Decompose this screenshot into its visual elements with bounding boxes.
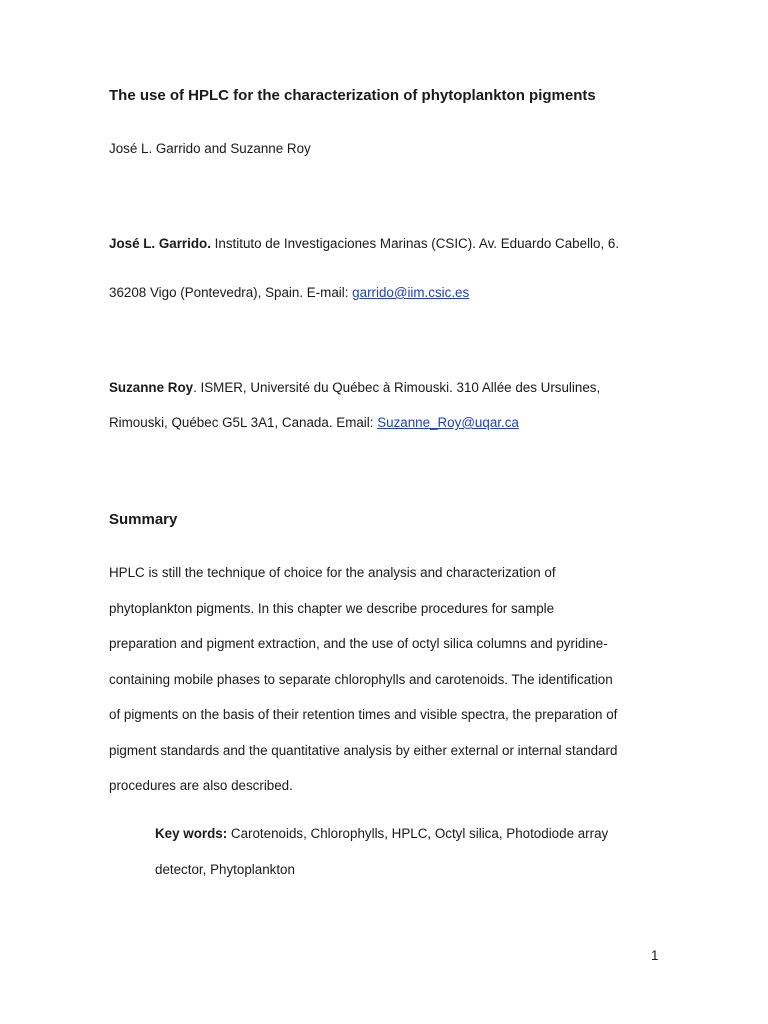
abstract-line: phytoplankton pigments. In this chapter we describe procedures for sample	[109, 601, 555, 616]
affiliation-1-email-link[interactable]: garrido@iim.csic.es	[352, 285, 470, 300]
page-number: 1	[651, 948, 659, 963]
paper-title: The use of HPLC for the characterization of phytoplankton pigments	[109, 87, 596, 104]
affiliation-1-institution: Instituto de Investigaciones Marinas (CSIC). Av. Eduardo Cabello, 6.	[210, 236, 620, 251]
abstract-line: HPLC is still the technique of choice for the analysis and characterization of	[109, 565, 556, 580]
affiliation-1-line-2	[109, 284, 469, 302]
keywords-label: Key words:	[155, 826, 228, 841]
abstract-line: pigment standards and the quantitative analysis by either external or internal standard	[109, 743, 618, 758]
affiliation-1-line-1	[109, 235, 619, 253]
affiliation-2-author-name: Suzanne Roy	[109, 380, 194, 395]
affiliation-1-author-name: José L. Garrido.	[109, 236, 211, 251]
abstract-line: preparation and pigment extraction, and the use of octyl silica columns and pyridine-	[109, 636, 608, 651]
summary-heading: Summary	[109, 511, 178, 528]
affiliation-2-line-1	[109, 379, 600, 397]
affiliation-2-address: Rimouski, Québec G5L 3A1, Canada. Email:	[109, 415, 378, 430]
affiliation-1-address: 36208 Vigo (Pontevedra), Spain. E-mail:	[109, 285, 353, 300]
abstract-line: containing mobile phases to separate chlorophylls and carotenoids. The identification	[109, 672, 613, 687]
author-list: José L. Garrido and Suzanne Roy	[109, 141, 311, 156]
keywords-line-2: detector, Phytoplankton	[155, 862, 295, 877]
keywords-line-1	[155, 825, 608, 843]
affiliation-2-email-link[interactable]: Suzanne_Roy@uqar.ca	[377, 415, 519, 430]
affiliation-2-line-2	[109, 414, 519, 432]
abstract-line: of pigments on the basis of their retention times and visible spectra, the preparation of	[109, 707, 618, 722]
keywords-list: Carotenoids, Chlorophylls, HPLC, Octyl silica, Photodiode array	[227, 826, 609, 841]
abstract-line: procedures are also described.	[109, 778, 293, 793]
affiliation-2-institution: . ISMER, Université du Québec à Rimouski. 310 Allée des Ursulines,	[193, 380, 601, 395]
